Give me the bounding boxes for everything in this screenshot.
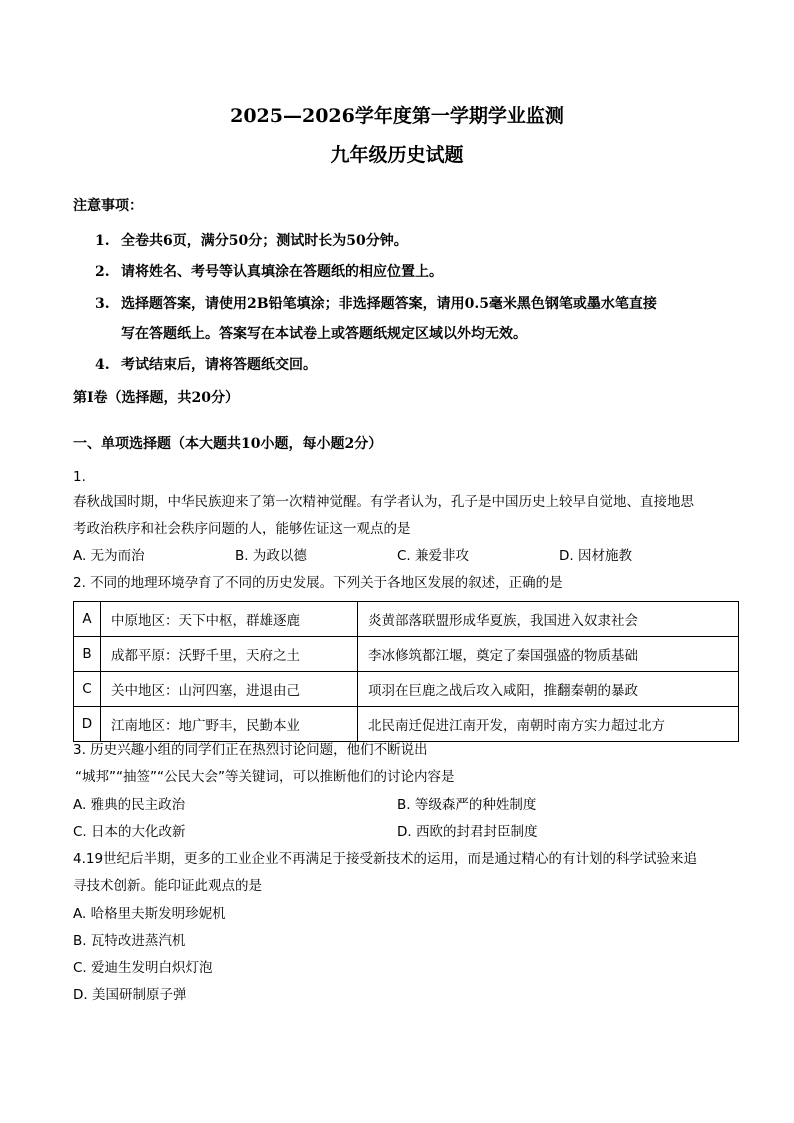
part-title: 第Ⅰ卷（选择题，共20分）	[73, 390, 240, 406]
region-cell: 关中地区：山河四塞，进退由己	[101, 672, 358, 707]
region-cell: 江南地区：地广野丰，民勤本业	[101, 707, 358, 742]
notice-item-number: 1.	[95, 233, 110, 249]
option-b: B. 瓦特改进蒸汽机	[73, 933, 186, 949]
question-stem: 2. 不同的地理环境孕育了不同的历史发展。下列关于各地区发展的叙述，正确的是	[73, 575, 563, 591]
notice-item-continuation: 写在答题纸上。答案写在本试卷上或答题纸规定区域以外均无效。	[121, 326, 527, 342]
question-stem: “城邦”“抽签”“公民大会”等关键词，可以推断他们的讨论内容是	[75, 769, 455, 785]
event-cell: 李冰修筑都江堰，奠定了秦国强盛的物质基础	[358, 637, 739, 672]
question-stem: 3. 历史兴趣小组的同学们正在热烈讨论问题，他们不断说出	[73, 742, 428, 758]
notice-item-number: 2.	[95, 264, 110, 280]
event-cell: 项羽在巨鹿之战后攻入咸阳，推翻秦朝的暴政	[358, 672, 739, 707]
option-d: D. 美国研制原子弹	[73, 987, 187, 1003]
option-c: C. 日本的大化改新	[73, 824, 186, 840]
option-a: A. 无为而治	[73, 548, 145, 564]
option-a: A. 雅典的民主政治	[73, 797, 186, 813]
option-c: C. 兼爱非攻	[397, 548, 470, 564]
region-cell: 成都平原：沃野千里，天府之土	[101, 637, 358, 672]
notice-item	[95, 355, 317, 375]
option-b: B. 为政以德	[235, 548, 307, 564]
notice-item	[95, 294, 657, 314]
notice-item-text: 选择题答案，请使用2B铅笔填涂；非选择题答案，请用0.5毫米黑色钢笔或墨水笔直接	[121, 296, 657, 312]
question-stem: 寻技术创新。能印证此观点的是	[73, 878, 262, 894]
option-letter: D	[74, 707, 101, 742]
notice-item	[95, 231, 408, 251]
region-cell: 中原地区：天下中枢，群雄逐鹿	[101, 602, 358, 637]
option-letter: C	[74, 672, 101, 707]
table-row	[74, 672, 739, 707]
section-title: 一、单项选择题（本大题共10小题，每小题2分）	[73, 436, 383, 452]
table-row	[74, 637, 739, 672]
event-cell: 炎黄部落联盟形成华夏族，我国进入奴隶社会	[358, 602, 739, 637]
table-row	[74, 707, 739, 742]
exam-subtitle: 九年级历史试题	[330, 144, 464, 166]
notice-item-text: 请将姓名、考号等认真填涂在答题纸的相应位置上。	[121, 264, 443, 280]
option-letter: B	[74, 637, 101, 672]
notice-item	[95, 262, 443, 282]
table-row	[74, 602, 739, 637]
option-a: A. 哈格里夫斯发明珍妮机	[73, 906, 226, 922]
options-table	[73, 601, 739, 742]
event-cell: 北民南迁促进江南开发，南朝时南方实力超过北方	[358, 707, 739, 742]
option-d: D. 因材施教	[559, 548, 632, 564]
question-stem: 春秋战国时期，中华民族迎来了第一次精神觉醒。有学者认为，孔子是中国历史上较早自觉地、直接地思	[73, 494, 694, 510]
notice-item-text: 考试结束后，请将答题纸交回。	[121, 357, 317, 373]
notice-item-number: 4.	[95, 357, 110, 373]
question-number: 1.	[73, 469, 86, 485]
question-stem: 4.19世纪后半期，更多的工业企业不再满足于接受新技术的运用，而是通过精心的有计划的科学试验来追	[73, 851, 698, 867]
exam-title: 2025—2026学年度第一学期学业监测	[230, 105, 564, 127]
notice-item-text: 全卷共6页，满分50分；测试时长为50分钟。	[121, 233, 408, 249]
option-d: D. 西欧的封君封臣制度	[397, 824, 538, 840]
question-stem: 考政治秩序和社会秩序问题的人，能够佐证这一观点的是	[73, 521, 411, 537]
option-letter: A	[74, 602, 101, 637]
option-b: B. 等级森严的种姓制度	[397, 797, 537, 813]
option-c: C. 爱迪生发明白炽灯泡	[73, 960, 213, 976]
notice-heading: 注意事项：	[73, 198, 143, 214]
notice-item-number: 3.	[95, 296, 110, 312]
